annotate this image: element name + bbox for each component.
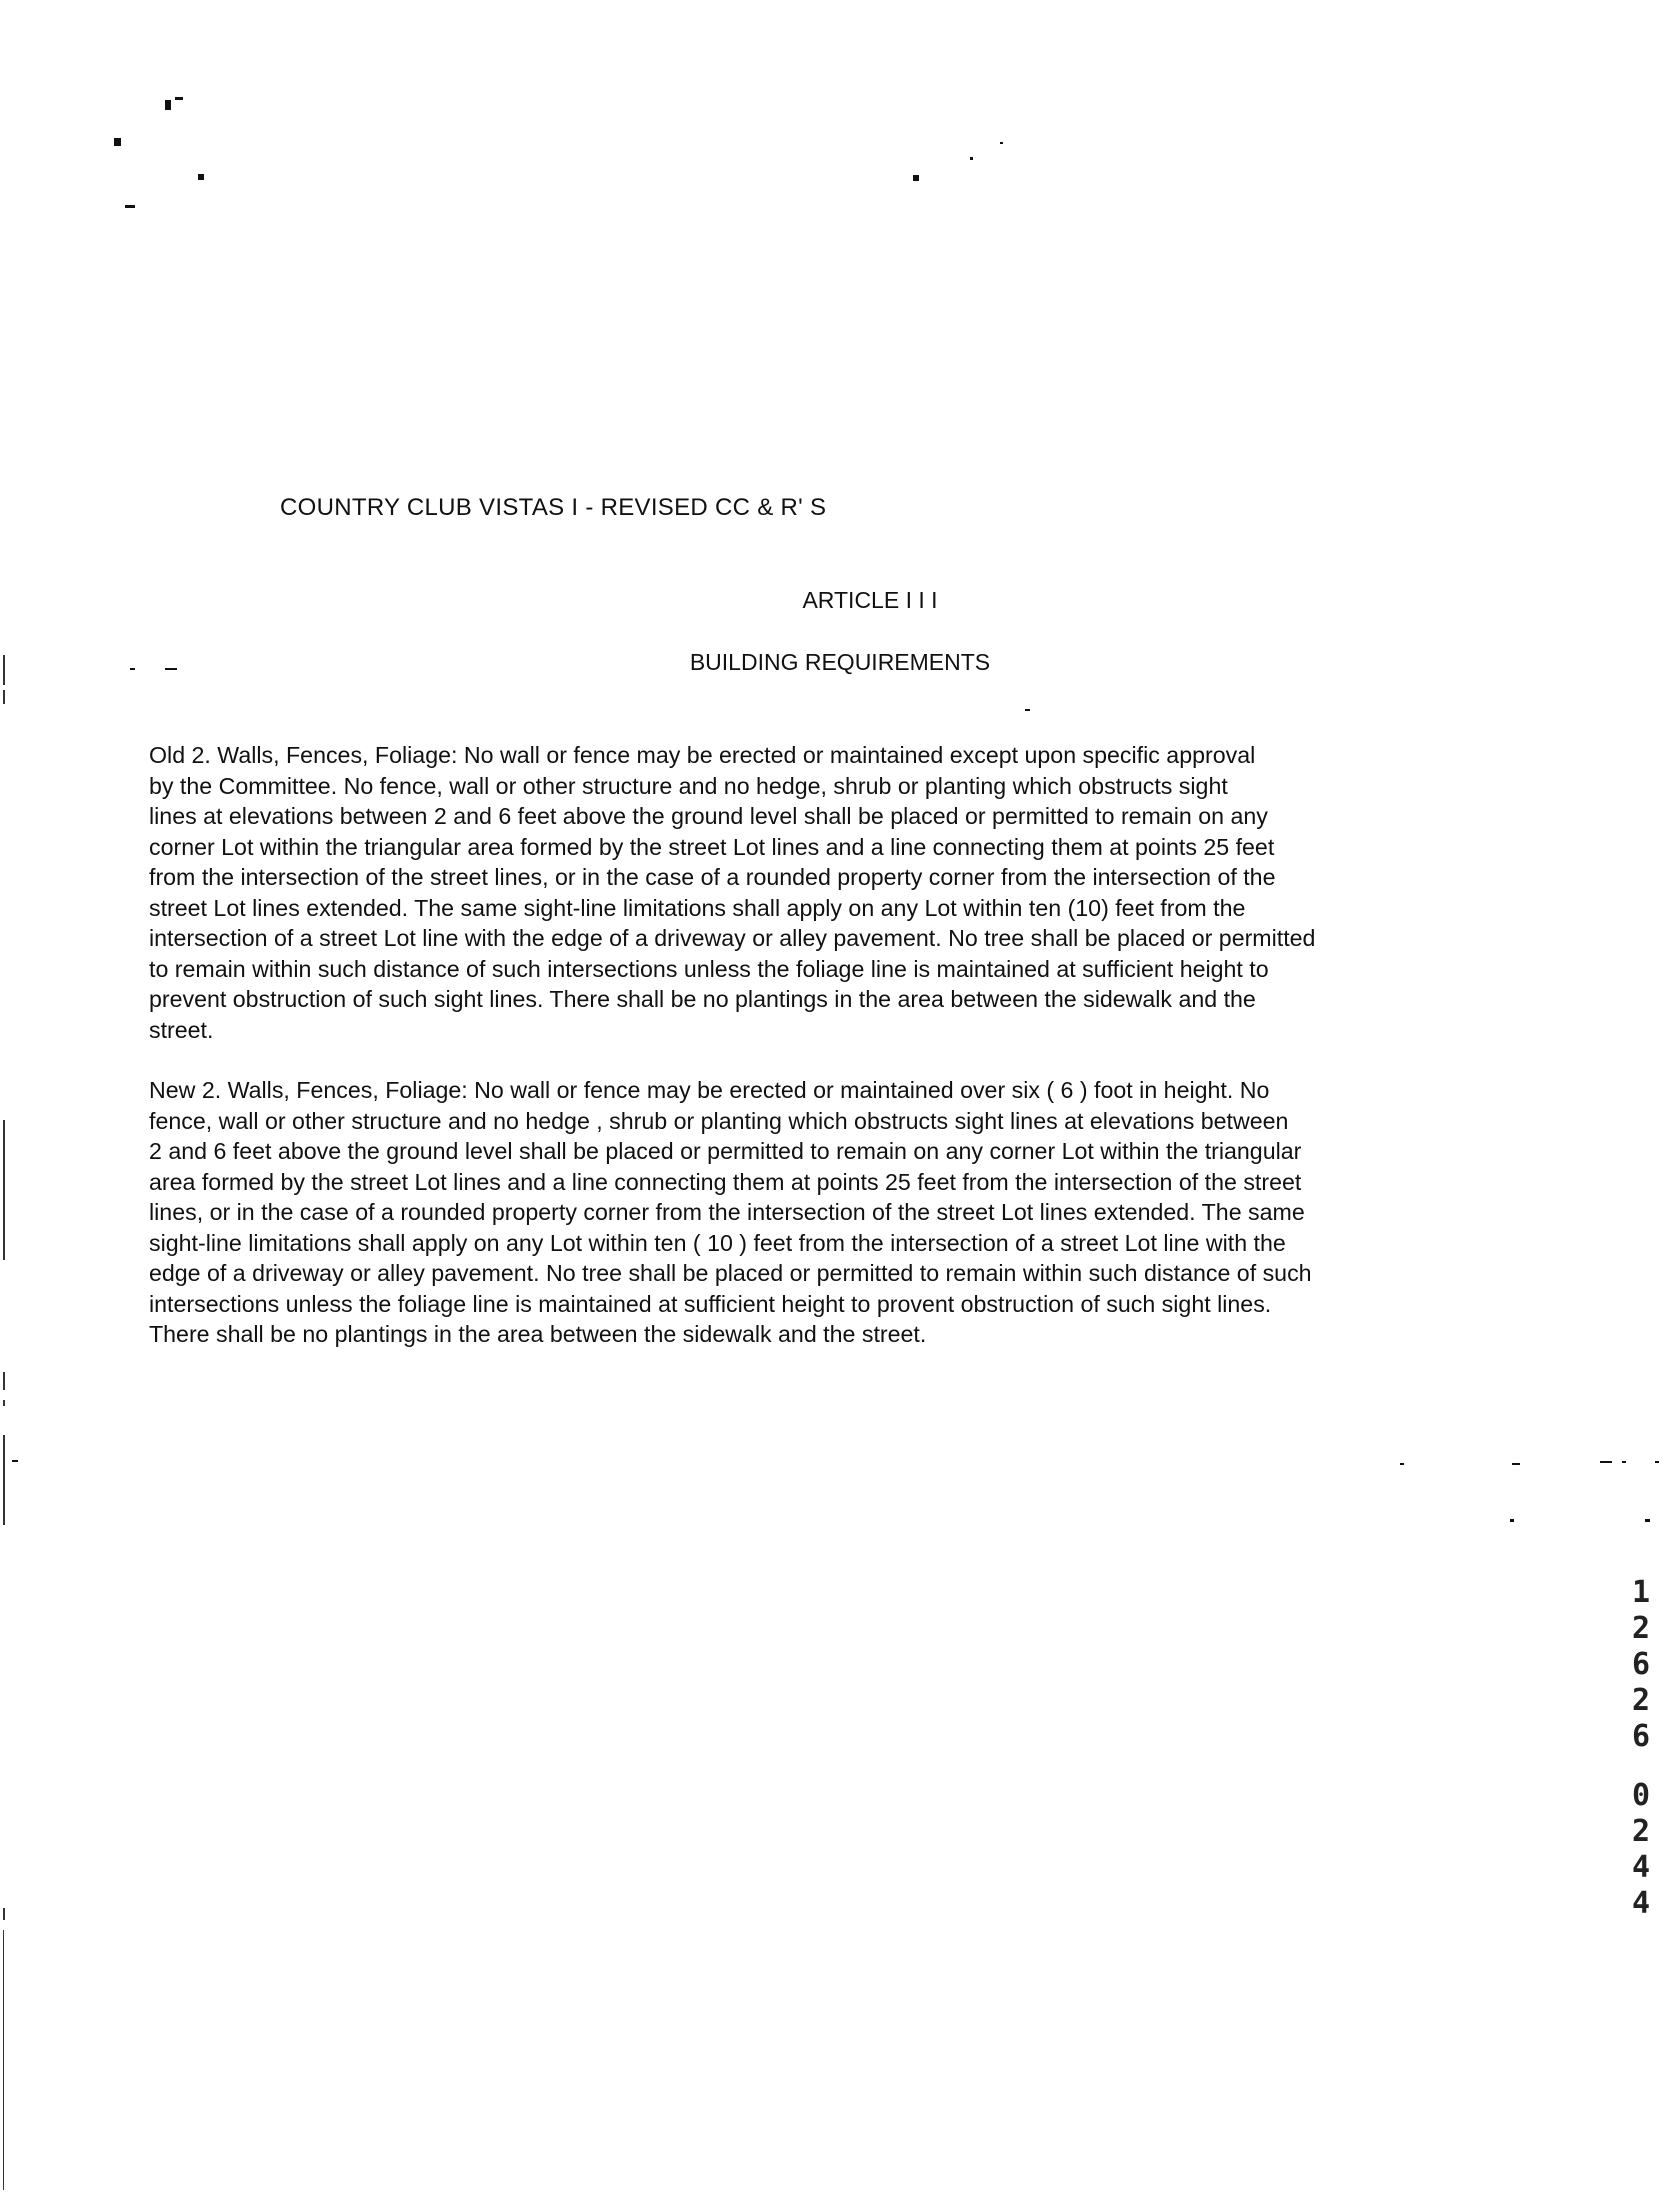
- scan-speck: [114, 138, 121, 146]
- new-paragraph: [149, 1075, 1549, 1350]
- scan-speck: [175, 97, 183, 100]
- paragraph-line: sight-line limitations shall apply on any Lot within ten ( 10 ) feet from the intersection of a street Lot line with the: [149, 1229, 1286, 1256]
- scan-speck: [1000, 142, 1003, 144]
- stamp-digit: 2: [1631, 1683, 1651, 1718]
- scan-speck: [165, 668, 177, 670]
- scan-speck: [1655, 1461, 1659, 1463]
- scan-speck: [130, 668, 135, 670]
- stamp-digit: 2: [1631, 1611, 1651, 1646]
- paragraph-line: lines, or in the case of a rounded property corner from the intersection of the street Lot lines extended. The same: [149, 1199, 1305, 1225]
- margin-stamp-lower: [1625, 1778, 1657, 1922]
- document-title: COUNTRY CLUB VISTAS I - REVISED CC & R' S: [280, 494, 827, 521]
- scan-speck: [12, 1460, 18, 1462]
- paragraph-line: intersections unless the foliage line is maintained at sufficient height to provent obstruction of such sight lines.: [149, 1290, 1272, 1317]
- paragraph-line: lines at elevations between 2 and 6 feet above the ground level shall be placed or permitted to remain on any: [149, 803, 1268, 829]
- scan-speck: [970, 157, 973, 160]
- paragraph-line: There shall be no plantings in the area between the sidewalk and the street.: [149, 1321, 927, 1347]
- scan-speck: [1512, 1463, 1520, 1465]
- paragraph-line: area formed by the street Lot lines and a line connecting them at points 25 feet from the intersection of the street: [149, 1168, 1302, 1195]
- scan-speck: [165, 100, 171, 110]
- stamp-digit: 2: [1631, 1814, 1651, 1849]
- scan-speck: [125, 205, 135, 208]
- paragraph-line: from the intersection of the street lines, or in the case of a rounded property corner from the intersection of the: [149, 864, 1276, 890]
- scan-edge-mark: [3, 1435, 5, 1525]
- scan-edge-mark: [3, 690, 5, 704]
- stamp-digit: 4: [1631, 1850, 1651, 1885]
- paragraph-line: intersection of a street Lot line with the edge of a driveway or alley pavement. No tree shall be placed or permitted: [149, 925, 1316, 951]
- scan-speck: [1025, 709, 1030, 711]
- margin-stamp-upper: [1625, 1575, 1657, 1755]
- scan-edge-mark: [3, 1930, 4, 2190]
- stamp-digit: 6: [1631, 1719, 1651, 1754]
- scan-speck: [198, 174, 204, 180]
- paragraph-line: corner Lot within the triangular area formed by the street Lot lines and a line connecting them at points 25 feet: [149, 833, 1275, 860]
- paragraph-line: New 2. Walls, Fences, Foliage: No wall or fence may be erected or maintained over six ( 6 ) foot in height. No: [149, 1077, 1270, 1103]
- paragraph-line: prevent obstruction of such sight lines. There shall be no plantings in the area between the sidewalk and the: [149, 986, 1256, 1012]
- scan-edge-mark: [3, 1400, 5, 1406]
- paragraph-line: Old 2. Walls, Fences, Foliage: No wall or fence may be erected or maintained except upon specific approval: [149, 742, 1256, 768]
- section-heading: BUILDING REQUIREMENTS: [689, 649, 991, 675]
- paragraph-line: 2 and 6 feet above the ground level shall be placed or permitted to remain on any corner Lot within the triangular: [149, 1138, 1302, 1164]
- paragraph-line: street.: [149, 1016, 214, 1043]
- paragraph-line: edge of a driveway or alley pavement. No tree shall be placed or permitted to remain within such distance of such: [149, 1260, 1312, 1286]
- scan-speck: [1400, 1463, 1404, 1465]
- stamp-digit: 4: [1631, 1886, 1651, 1921]
- stamp-digit: 0: [1631, 1778, 1651, 1813]
- scan-speck: [1600, 1461, 1612, 1463]
- old-paragraph: [149, 740, 1549, 1045]
- article-heading: ARTICLE I I I: [802, 587, 938, 613]
- scan-speck: [913, 175, 919, 181]
- paragraph-line: street Lot lines extended. The same sight-line limitations shall apply on any Lot within ten (10) feet from the: [149, 894, 1246, 921]
- scan-edge-mark: [3, 1120, 5, 1260]
- stamp-digit: 1: [1631, 1575, 1651, 1610]
- scan-speck: [1622, 1461, 1626, 1463]
- stamp-digit: 6: [1631, 1647, 1651, 1682]
- scan-speck: [1510, 1519, 1514, 1522]
- scan-edge-mark: [3, 655, 5, 685]
- paragraph-line: to remain within such distance of such intersections unless the foliage line is maintained at sufficient height to: [149, 955, 1269, 982]
- scan-speck: [1645, 1519, 1650, 1522]
- paragraph-line: by the Committee. No fence, wall or other structure and no hedge, shrub or planting which obstructs sight: [149, 772, 1228, 799]
- scan-edge-mark: [3, 1908, 5, 1920]
- paragraph-line: fence, wall or other structure and no hedge , shrub or planting which obstructs sight lines at elevations between: [149, 1107, 1289, 1134]
- scan-edge-mark: [3, 1372, 5, 1390]
